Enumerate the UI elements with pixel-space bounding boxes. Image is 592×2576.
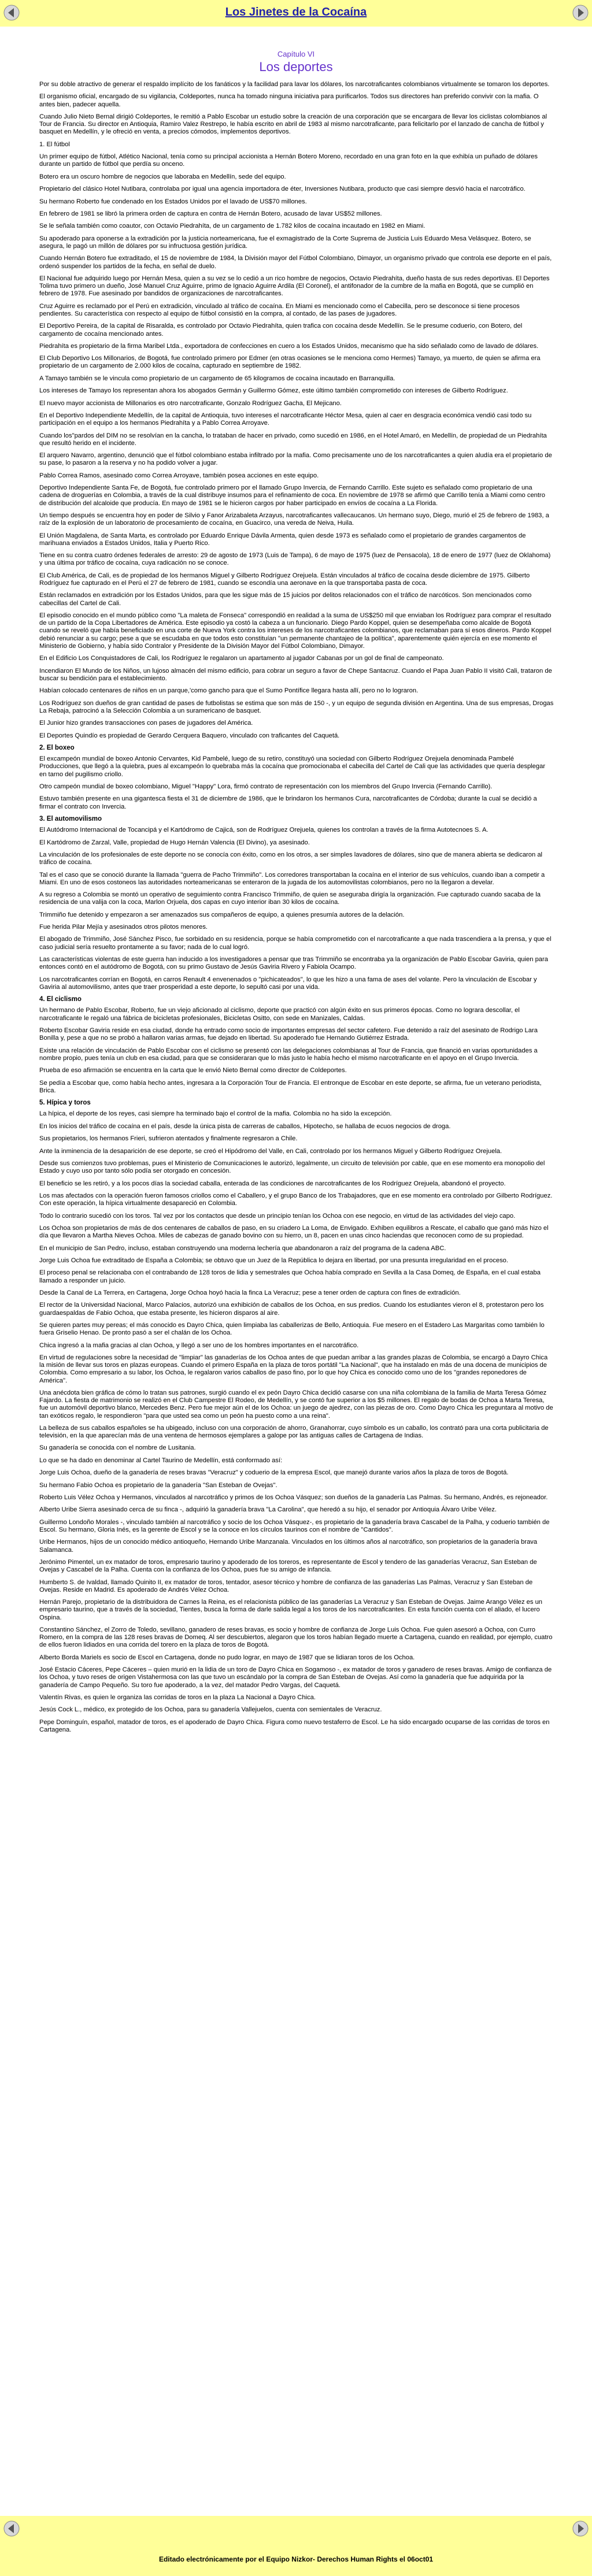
paragraph: El Junior hizo grandes transacciones con pases de jugadores del América.: [39, 720, 253, 727]
paragraph: Hernán Parejo, propietario de la distribuidora de Carnes la Reina, es el relacionista público de las ganaderías La Veracruz y San Esteban de Ovejas. Jaime Arango Vélez es un empresario taurino, que a través de la sociedad, Tientes, busca la forma de darle salida legal a los toros de los narcotraficantes. En esta función cuenta con el aliado, el lucero Ospina.: [39, 1599, 543, 1621]
paragraph: Por su doble atractivo de generar el respaldo implícito de los fanáticos y la facilidad para lavar los dólares, los narcotraficantes colombianos virtualmente se tomaron los deportes.: [39, 81, 550, 88]
paragraph: Un primer equipo de fútbol, Atlético Nacional, tenía como su principal accionista a Hernán Botero Moreno, recordado en una gran foto en la que exhibía un puñado de dólares durante un partido de fútbol que perdía su onceno.: [39, 153, 538, 168]
paragraph: A Tamayo también se le vincula como propietario de un cargamento de 65 kilogramos de cocaína incautado en Barranquilla.: [39, 375, 395, 382]
paragraph: Propietario del clásico Hotel Nutibara, controlaba por igual una agencia importadora de éter, Inversiones Nutibara, producto que casi siempre desvió hacia el narcotráfico.: [39, 186, 526, 193]
paragraph: José Estacio Cáceres, Pepe Cáceres – quien murió en la lidia de un toro de Dayro Chica en Sogamoso -, ex matador de toros y ganadero de reses bravas. Amigo de confianza de los Ochoa, y tuvo reses de origen Vistahermosa con las que tuvo un escándalo por la compra de San Esteban de Ovejas. Así como la ganadería que fue adquirida por la ganadería de Campo Pequeño. Su toro fue apoderado, a la vez, del matador Pedro Vargas, del Caquetá.: [39, 1666, 552, 1689]
paragraph: Tal es el caso que se conoció durante la llamada "guerra de Pacho Trimmiño". Los corredores transportaban la cocaína en el interior de sus vehículos, cuando iban a competir a Miami. En uno de esos costoneos las autoridades norteamericanas se enteraron de la jugada de los automovilistas colombianos, pero no la llegaron a develar.: [39, 871, 545, 886]
paragraph: Constantino Sánchez, el Zorro de Toledo, sevillano, ganadero de reses bravas, es socio y hombre de confianza de Jorge Luis Ochoa. Fue quien asesoró a Ochoa, con Curro Romero, en la compra de las 128 reses bravas de Domeq. Al ser descubiertos, alegaron que los toros habían llegado muerte a Cartagena, cuando en realidad, por ejemplo, cuatro de ellos fueron lidiados en una corrida del torero en la plaza de toros de Bogotá.: [39, 1626, 553, 1649]
paragraph: El Unión Magdalena, de Santa Marta, es controlado por Eduardo Enrique Dávila Armenta, quien desde 1973 es señalado como el propietario de grandes cargamentos de marihuana enviados a Estados Unidos, Italia y Puerto Rico.: [39, 532, 526, 547]
paragraph: En febrero de 1981 se libró la primera orden de captura en contra de Hernán Botero, acusado de lavar US$52 millones.: [39, 210, 382, 217]
paragraph: Humberto S. de Ivaldad, llamado Quinito II, ex matador de toros, tentador, asesor técnico y hombre de confianza de las ganaderías Las Palmas, Veracruz y San Esteban de Ovejas. Reside en Madrid. Es apoderado de Andrés Vélez Ochoa.: [39, 1578, 533, 1593]
paragraph: Prueba de eso afirmación se encuentra en la carta que le envió Nieto Bernal como director de Coldeportes.: [39, 1067, 347, 1074]
paragraph: El Club América, de Cali, es de propiedad de los hermanos Miguel y Gilberto Rodríguez Orejuela. Están vinculados al tráfico de cocaína desde diciembre de 1975. Gilberto Rodríguez fue capturado en el Perú el 27 de febrero de 1981, cuando se escondía una aeronave en la que transportaba pasta de coca.: [39, 572, 530, 587]
paragraph: Una anécdota bien gráfica de cómo lo tratan sus patrones, surgió cuando el ex peón Dayro Chica decidió casarse con una niña colombiana de la familia de Marta Teresa Gómez Fajardo. La fiesta de matrimonio se realizó en el Club Campestre El Rodeo, de Medellín, y se contó fue superior a los $5 millones. El regalo de bodas de Ochoa a Marta Teresa, fue un automóvil deportivo blanco, Mercedes Benz. Pero fue mejor aún el de los Ochoa: un juego de ajedrez, con las piezas de oro. Como Dayro Chica les preguntara al motivo de tan exóticos regalo, le respondieron "para que usted sea como un peón ha puesto como a una reina".: [39, 1389, 553, 1419]
paragraph: Jerónimo Pimentel, un ex matador de toros, empresario taurino y apoderado de los toreros, es representante de Escol y tendero de las ganaderías Veracruz, San Esteban de Ovejas y Cascabel de la Palha. Cuenta con la confianza de los Ochoa, pues fue su amigo de infancia.: [39, 1559, 537, 1574]
paragraph: El Club Deportivo Los Millonarios, de Bogotá, fue controlado primero por Edmer (en otras ocasiones se le menciona como Hermes) Tamayo, ya muerto, de quien se afirma era propietario de un cargamento de 2.000 kilos de cocaína, capturado en septiembre de 1982.: [39, 355, 541, 370]
page-title[interactable]: Los Jinetes de la Cocaína: [225, 6, 367, 18]
paragraph: Roberto Escobar Gaviria reside en esa ciudad, donde ha entrado como socio de importantes empresas del sector cafetero. Fue detenido a raíz del asesinato de Rodrigo Lara Bonilla y, pese a que no se probó a hallaron varias armas, fue dejado en libertad. Su apoderado fue Hernando Gutiérrez Estrada.: [39, 1027, 538, 1042]
paragraph: En el Edificio Los Conquistadores de Cali, los Rodríguez le regalaron un apartamento al jugador Cabanas por un gol de final de campeonato.: [39, 655, 444, 662]
paragraph: Botero era un oscuro hombre de negocios que laboraba en Medellín, sede del equipo.: [39, 173, 286, 180]
paragraph: La belleza de sus caballos españoles se ha ubigeado, incluso con una corporación de ahorro, Granahorrar, cuyo símbolo es un caballo, los contrató para una corta publicitaria de televisión, en la que aparecían más de una ventena de hermosos ejemplares a galope por las antiguas calles de Cartagena de Indias.: [39, 1424, 549, 1440]
paragraph: Todo lo contrario sucedió con los toros. Tal vez por los contactos que desde un principio tenían los Ochoa con ese negocio, en virtud de las actividades del viejo capo.: [39, 1212, 516, 1220]
paragraph: A su regreso a Colombia se montó un operativo de seguimiento contra Francisco Trimmiño, de quien se aseguraba dirigía la organización. Fue capturado cuando sacaba de la residencia de una valija con la coca, Marlon Orjuela, dos capas en cuyo interior iban 30 kilos de cocaína.: [39, 891, 541, 906]
chapter-title: Los deportes: [259, 60, 333, 74]
paragraph: Su hermano Roberto fue condenado en los Estados Unidos por el lavado de US$70 millones.: [39, 198, 307, 205]
paragraph: La vinculación de los profesionales de este deporte no se conocía con éxito, como en los otros, a ser simples lavadores de dólares, sino que de manera abierta se dedicaron al tráfico de cocaína.: [39, 851, 543, 866]
paragraph: Los mas afectados con la operación fueron famosos criollos como el Caballero, y el grupo Banco de los Trabajadores, que en ese momento era controlado por Gilberto Rodríguez. Con este operación, la hípica virtualmente desapareció en Colombia.: [39, 1192, 553, 1207]
arrow-right-icon[interactable]: [572, 2521, 589, 2537]
paragraph: Pepe Dominguín, español, matador de toros, es el apoderado de Dayro Chica. Figura como nuevo testaferro de Escol. Le ha sido encargado ocuparse de las corridas de toros en Cartagena.: [39, 1718, 550, 1733]
paragraph: En virtud de regulaciones sobre la necesidad de "limpiar" las ganaderías de los Ochoa antes de que puedan arribar a las grandes plazas de Colombia, se encargó a Dayro Chica la misión de llevar sus toros en plazas europeas. Cuando el primero España en la plaza de toros portátil "La Nacional", que ha instalado en más de una docena de municipios de Colombia. Como empresario a su labor, los Ochoa, le regalaron varios caballos de paso fino, por lo que hoy Chica es conocido como uno de los "grandes reponedores de América".: [39, 1354, 548, 1384]
paragraph: Alberto Uribe Sierra asesinado cerca de su finca -, adquirió la ganadería brava "La Carolina", que heredó a su hijo, el senador por Antioquia Álvaro Uribe Vélez.: [39, 1506, 497, 1514]
paragraph: Se le señala también como coautor, con Octavio Piedrahíta, de un cargamento de 1.782 kilos de cocaína incautado en 1982 en Miami.: [39, 223, 426, 230]
paragraph: Jesús Cock L., médico, ex protegido de los Ochoa, para su ganadería Vallejuelos, cuenta con semientales de Veracruz.: [39, 1706, 382, 1714]
paragraph: Estuvo también presente en una gigantesca fiesta el 31 de diciembre de 1986, que le brindaron los hermanos Cura, narcotraficantes de Córdoba; durante la cual se decidió a firmar el contrato con Invercia.: [39, 795, 537, 810]
section-heading: 4. El ciclismo: [39, 996, 82, 1003]
arrow-left-icon[interactable]: [3, 2521, 20, 2537]
paragraph: Jorge Luis Ochoa fue extraditado de España a Colombia; se obtuvo que un Juez de la República lo dejara en libertad, por una presunta irregularidad en el proceso.: [39, 1257, 508, 1264]
paragraph: Los intereses de Tamayo los representan ahora los abogados Germán y Guillermo Gómez, este último también comprometido con intereses de Gilberto Rodríguez.: [39, 387, 508, 395]
paragraph: La hípica, el deporte de los reyes, casi siempre ha terminado bajo el control de la mafia. Colombia no ha sido la excepción.: [39, 1110, 392, 1118]
paragraph: Se pedía a Escobar que, como había hecho antes, ingresara a la Corporación Tour de Francia. El entronque de Escobar en este deporte, se afirma, fue un veterano periodista, Brica.: [39, 1079, 542, 1094]
paragraph: El Nacional fue adquirido luego por Hernán Mesa, quien a su vez se lo cedió a un rico hombre de negocios, Octavio Piedrahíta, dueño hasta de sus redes deportivas. El Deportes Tolima tuvo primero un dueño, José Manuel Cruz Aguirre, primo de Ignacio Aguirre Ardila (El Coronel), el antifonador de la cumbre de la mafia en Bogotá, que se cumplió en febrero de 1978. Fue asesinado por bandidos de organizaciones de narcotraficantes.: [39, 275, 550, 298]
paragraph: Se quieren partes muy pereas; el más conocido es Dayro Chica, quien limpiaba las caballerizas de Bello, Antioquia. Fue mesero en el Estadero Las Margaritas como también lo fuera Griselio Henao. De pronto pasó a ser el chalán de los Ochoa.: [39, 1321, 545, 1337]
top-navigation-bar: [0, 0, 592, 27]
chapter-heading: [0, 50, 592, 75]
paragraph: Valentín Rivas, es quien le organiza las corridas de toros en la plaza La Nacional a Dayro Chica.: [39, 1693, 316, 1701]
paragraph: Deportivo Independiente Santa Fe, de Bogotá, fue controlado primero por el llamado Grupo Invercia, de Fernando Carrillo. Este sujeto es señalado como propietario de una cadena de droguerías en Colombia, a través de la cual distribuye insumos para el refinamiento de coca. En noviembre de 1978 se afirmó que Carrillo tenía a Miami como centro de distribución del alcaloide que producía. En mayo de 1981 se le hicieron cargos por haber participado en envíos de cocaína a La Florida.: [39, 484, 545, 507]
paragraph: El abogado de Trimmiño, José Sánchez Pisco, fue sorbidado en su residencia, porque se había comprometido con el narcotraficante a que nada trascendiera a la prensa, y que el caso judicial sería resuelto prontamente a su favor; nada de lo cual logró.: [39, 936, 552, 951]
paragraph: Su hermano Fabio Ochoa es propietario de la ganadería "San Esteban de Ovejas".: [39, 1481, 278, 1489]
paragraph: Sus propietarios, los hermanos Frieri, sufrieron atentados y finalmente regresaron a Chile.: [39, 1135, 298, 1143]
paragraph: El Kartódromo de Zarzal, Valle, propiedad de Hugo Hernán Valencia (El Divino), ya asesinado.: [39, 839, 310, 846]
paragraph: El beneficio se les retiró, y a los pocos días la sociedad caballa, enterada de las condiciones de narcotraficantes de los Rodríguez Orejuela, abandonó el proyecto.: [39, 1180, 506, 1187]
paragraph: Cuando Julio Nieto Bernal dirigió Coldeportes, le remitió a Pablo Escobar un estudio sobre la creación de una corporación que se encargara de llevar los ciclistas colombianos al Tour de Francia. Su director en Antioquia, Ramiro Valez Restrepo, le había escrito en abril de 1983 al mismo narcotraficante, para felicitarlo por el lanzado de cancha de fútbol y basquet en Medellín, y le ofreció en venta, a precios cómodos, implementos deportivos.: [39, 113, 547, 136]
paragraph: Desde sus comienzos tuvo problemas, pues el Ministerio de Comunicaciones le autorizó, legalmente, un circuito de televisión por cable, que en ese momento era monopolio del Estado y cuyo uso por tanto sólo podía ser otorgado en concesión.: [39, 1159, 545, 1175]
paragraph: Cuando los"pardos del DIM no se resolvían en la cancha, lo trataban de hacer en privado, como sucedió en 1986, en el Hotel Amaró, en Medellín, de propiedad de un Piedrahíta que resultó herido en el incidente.: [39, 432, 547, 447]
section-heading: 2. El boxeo: [39, 744, 75, 751]
paragraph: Lo que se ha dado en denominar al Cartel Taurino de Medellín, está conformado así:: [39, 1456, 283, 1464]
arrow-right-icon[interactable]: [572, 5, 589, 21]
article-body: [39, 81, 554, 1739]
paragraph: Piedrahíta es propietario de la firma Maribel Ltda., exportadora de confecciones en cuero a los Estados Unidos, mecanismo que ha sido señalado como de lavado de dólares.: [39, 342, 539, 350]
paragraph: Habían colocado centenares de niños en un parque,'como gancho para que el Sumo Pontífice llegara hasta allí, pero no lo lograron.: [39, 687, 419, 695]
bottom-navigation-bar: [0, 2516, 592, 2576]
paragraph: Guillermo Londoño Morales -, vinculado también al narcotráfico y socio de los Ochoa Vásquez-, es propietario de la ganadería brava Cascabel de la Palha, y coduerio también de Escol. Su hermano, Gloria Inés, es la gerente de Escol y se la conoce en los círculos taurinos con el nombre de "Cantidos".: [39, 1518, 550, 1534]
paragraph: Cuando Hernán Botero fue extraditado, el 15 de noviembre de 1984, la División mayor del Fútbol Colombiano, Dimayor, un organismo privado que controla ese deporte en el país, ordenó suspender los partidos de la fecha, en señal de duelo.: [39, 255, 552, 270]
paragraph: Trimmiño fue detenido y empezaron a ser amenazados sus compañeros de equipo, a quienes presumía autores de la delación.: [39, 911, 405, 918]
paragraph: Jorge Luis Ochoa, dueño de la ganadería de reses bravas "Veracruz" y coduerio de la empresa Escol, que manejó durante varios años la plaza de toros de Bogotá.: [39, 1469, 509, 1477]
paragraph: El nuevo mayor accionista de Millonarios es otro narcotraficante, Gonzalo Rodríguez Gacha, El Mejicano.: [39, 399, 342, 407]
footer-note: Editado electrónicamente por el Equipo Nizkor- Derechos Human Rights el 06oct01: [158, 2555, 434, 2563]
paragraph: Los narcotraficantes corrían en Bogotá, en carros Renault 4 envenenados o "pichicateados", lo que les hizo a una fama de ases del volante. Pero la vinculación de Escobar y Gaviria al automovilismo, antes que traer prosperidad a este deporte, lo sepultó casi por una vida.: [39, 976, 537, 991]
paragraph: Otro campeón mundial de boxeo colombiano, Miguel "Happy" Lora, firmó contrato de representación con los miembros del Grupo Invercia (Fernando Carrillo).: [39, 783, 493, 790]
section-heading: 3. El automovilismo: [39, 815, 102, 822]
section-heading: 5. Hípica y toros: [39, 1099, 91, 1107]
paragraph: Uribe Hermanos, hijos de un conocido médico antioqueño, Hernando Uribe Manzanala. Vinculados en los últimos años al narcotráfico, son propietarios de la ganadería brava Salamanca.: [39, 1539, 538, 1554]
paragraph: En el municipio de San Pedro, incluso, estaban construyendo una moderna lechería que abandonaron a raíz del programa de la cadena ABC.: [39, 1244, 446, 1252]
paragraph: Ante la inminencia de la desaparición de ese deporte, se creó el Hipódromo del Valle, en Cali, controlado por los hermanos Miguel y Gilberto Rodríguez Orejuela.: [39, 1147, 502, 1155]
paragraph: El Autódromo Internacional de Tocancipá y el Kartódromo de Cajicá, son de Rodríguez Orejuela, quienes los controlan a través de la firma Autotecnoes S. A.: [39, 826, 489, 834]
paragraph: Los Ochoa son propietarios de más de dos centenares de caballos de paso, en su criadero La Loma, de Envigado. Exhiben equilibros a Rescate, el caballo que ganó más hizo el día que llevaron a Martha Nieves Ochoa. Miles de cabezas de ganado bovino con su hierro, un 8, pacen en unas cinco haciendas que reconocen como de su propiedad.: [39, 1224, 549, 1240]
paragraph: El Deportes Quindío es propiedad de Gerardo Cerquera Baquero, vinculado con traficantes del Caquetá.: [39, 732, 340, 739]
paragraph: El organismo oficial, encargado de su vigilancia, Coldeportes, nunca ha tomado ninguna iniciativa para purificarlos. Todos sus directores han preferido convivir con la mafia. O antes bien, padecer aquella.: [39, 93, 539, 108]
paragraph: El episodio conocido en el mundo público como "La maleta de Fonseca" correspondió en realidad a la suma de US$250 mil que enviaban los Rodríguez para comprar el resultado de un partido de la Copa Libertadores de América. Este episodio ya costó la cabeza a un funcionario. Diego Pardo Koppel, quien se desempeñaba como alcalde de Bogotá cuando se reveló que había beneficiado en una corte de Nueva York contra los intereses de los narcotraficantes colombianos, que reclamaban para sí esos dineros. Pardo Koppel debió renunciar a su cargo; pese a que se escudaba en que todos esto constituían "un permanente chantajeo de la política", aparentemente quién ejercía en ese momento el Ministerio de Gobierno, y había sido Contralor y Presidente de la División Mayor del Fútbol Colombiano, Dimayor.: [39, 611, 552, 650]
paragraph: Tiene en su contra cuatro órdenes federales de arresto: 29 de agosto de 1973 (Luis de Tampa), 6 de mayo de 1975 (luez de Pensacola), 18 de enero de 1977 (luez de Oklahoma) y una última por tráfico de cocaína, cuya radicación no se conoce.: [39, 552, 551, 567]
paragraph: Cruz Aguirre es reclamado por el Perú en extradición, vinculado al tráfico de cocaína. En Miami es mencionado como el Cabecilla, pero se desconoce si tiene procesos pendientes. Su característica con respecto al equipo de fútbol consistió en la compra, al contado, de las pases de jugadores.: [39, 302, 520, 317]
paragraph: Chica ingresó a la mafia gracias al clan Ochoa, y llegó a ser uno de los hombres importantes en el narcotráfico.: [39, 1341, 359, 1349]
paragraph: El excampeón mundial de boxeo Antonio Cervantes, Kid Pambelé, luego de su retiro, constituyó una sociedad con Gilberto Rodríguez Orejuela denominada Pambelé Producciones, que llegó a la quiebra, pues al excampeón lo quebraba más la cocaína que promocionaba el cabecilla del Cartel de Cali que las actividades que quería desplegar en tarno del pugilismo criollo.: [39, 755, 546, 778]
paragraph: Están reclamados en extradición por los Estados Unidos, para que les sigue más de 15 juicios por delitos relacionados con el tráfico de narcóticos. Son mencionados como cabecillas del Cartel de Cali.: [39, 592, 532, 607]
paragraph: Incendiaron El Mundo de los Niños, un lujoso almacén del mismo edificio, para cobrar un seguro a favor de Chepe Santacruz. Cuando el Papa Juan Pablo II visitó Cali, trataron de buscar su bendición para el establecimiento.: [39, 667, 552, 682]
paragraph: El Deportivo Pereira, de la capital de Risaralda, es controlado por Octavio Piedrahíta, quien trafica con cocaína desde Medellín. Se le presume coduerio, con Botero, del cargamento de cocaína mencionado antes.: [39, 323, 523, 338]
paragraph: En los inicios del tráfico de cocaína en el país, desde la única pista de carreras de caballos, Hipotecho, se hallaba de ecuos negocios de droga.: [39, 1122, 451, 1130]
paragraph: Existe una relación de vinculación de Pablo Escobar con el ciclismo se presentó con las delegaciones colombianas al Tour de Francia, que financió en varias oportunidades a nombre propio, pues tenía un club en esa ciudad, para que se consideraran que lo más justo le había hecho el mismo narcotraficante en el apoyo en el Grupo Invercia.: [39, 1047, 538, 1062]
paragraph: Su ganadería se conocida con el nombre de Lusitania.: [39, 1444, 196, 1452]
paragraph: El proceso penal se relacionaba con el contrabando de 128 toros de lidia y semestrales que Ochoa había comprado en Sevilla a la Casa Domeq, de España, en el cual estaba llamado a responder un juicio.: [39, 1269, 541, 1284]
paragraph: Fue herida Pilar Mejía y asesinados otros pilotos menores.: [39, 924, 208, 931]
paragraph: Roberto Luis Vélez Ochoa y Hermanos, vinculados al narcotráfico y primos de los Ochoa Vásquez; son dueños de la ganadería Las Palmas. Su hermano, Andrés, es rejoneador.: [39, 1494, 548, 1502]
paragraph: El rector de la Universidad Nacional, Marco Palacios, autorizó una exhibición de caballos de los Ochoa, en sus predios. Cuando los estudiantes vieron el 8, protestaron pero los guardaespaldas de Fabio Ochoa, que estaba presente, les hicieron disparos al aire.: [39, 1302, 544, 1317]
paragraph: Pablo Correa Ramos, asesinado como Correa Arroyave, también posea acciones en este equipo.: [39, 472, 319, 479]
paragraph: 1. El fútbol: [39, 140, 70, 148]
paragraph: Desde la Canal de La Terrera, en Cartagena, Jorge Ochoa hoyó hacia la finca La Veracruz; pese a tener orden de captura con fines de extradición.: [39, 1289, 461, 1296]
paragraph: Un hermano de Pablo Escobar, Roberto, fue un viejo aficionado al ciclismo, deporte que practicó con algún éxito en sus primeros épocas. Como no lograra descollar, el narcotraficante le regaló una fábrica de bicicletas profesionales, Bicicletas Ositto, con sede en Manizales, Caldas.: [39, 1007, 520, 1022]
paragraph: Las características violentas de este guerra han inducido a los investigadores a pensar que tras Trimmiño se encontraba ya la organización de Pablo Escobar Gaviria, quien para entonces contó en el autódromo de Bogotá, con su primo Gustavo de Jesús Gaviria Rivero y Fabiola Ocampo.: [39, 956, 548, 971]
paragraph: En el Deportivo Independiente Medellín, de la capital de Antioquia, tuvo intereses el narcotraficante Héctor Mesa, quien al caer en desgracia económica vendió casi todo su participación en el equipo a los hermanos Piedrahíta y a Pablo Correa Arroyave.: [39, 412, 532, 427]
paragraph: El arquero Navarro, argentino, denunció que el fútbol colombiano estaba infiltrado por la mafia. Como precisamente uno de los narcotraficantes a quien aludía era el propietario de su pase, lo pasaron a la reserva y no ha podido volver a jugar.: [39, 452, 552, 467]
chapter-number: Capítulo VI: [277, 50, 315, 58]
paragraph: Su apoderado para oponerse a la extradición por la justicia norteamericana, fue el exmagistrado de la Corte Suprema de Justicia Luis Eduardo Mesa Velásquez. Botero, se asegura, le pagó un millón de dólares por su infructuosa gestión jurídica.: [39, 235, 531, 250]
paragraph: Un tiempo después se encuentra hoy en poder de Silvio y Fanor Arizabaleta Arzayus, narcotraficantes vallecaucanos. Un hermano suyo, Diego, murió el 25 de febrero de 1983, a raíz de la explosión de un laboratorio de procesamiento de cocaína, en Guacirco, una vereda de Neiva, Huila.: [39, 512, 549, 527]
paragraph: Los Rodríguez son dueños de gran cantidad de pases de futbolistas se estima que son más de 150 -, y un equipo de segunda división en Argentina. Una de sus empresas, Drogas La Rebaja, patrocinó a la Selección Colombia a un suramericano de basquet.: [39, 699, 554, 714]
paragraph: Alberto Borda Mariels es socio de Escol en Cartagena, donde no pudo lograr, en mayo de 1987 que se lidiaran toros de los Ochoa.: [39, 1654, 415, 1661]
